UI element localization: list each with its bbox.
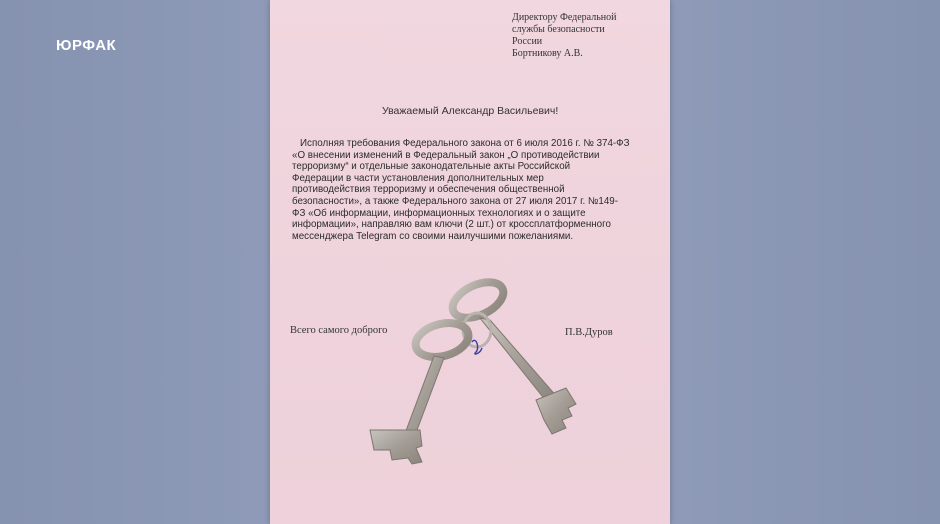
letter-paper <box>270 0 670 524</box>
body-line: информации», направляю вам ключи (2 шт.) от кроссплатформенного <box>292 219 611 231</box>
keys-illustration <box>330 270 630 500</box>
addressee-line: России <box>512 36 543 47</box>
channel-logo: ЮРФАК <box>56 37 117 54</box>
body-line: Исполняя требования Федерального закона от 6 июля 2016 г. № 374-ФЗ <box>300 138 630 149</box>
addressee-line: службы безопасности <box>512 24 605 35</box>
salutation: Уважаемый Александр Васильевич! <box>382 105 559 117</box>
closing-phrase: Всего самого доброго <box>290 325 388 336</box>
body-line: мессенджера Telegram со своими наилучшими пожеланиями. <box>292 230 574 242</box>
body-line: Федерации в части установления дополнительных мер <box>292 172 544 184</box>
addressee-line: Бортникову А.В. <box>512 48 583 59</box>
body-line: противодействия терроризму и обеспечения общественной <box>292 184 565 196</box>
signature-name: П.В.Дуров <box>565 327 613 338</box>
body-line: «О внесении изменений в Федеральный закон „О противодействии <box>292 149 600 161</box>
letter-body <box>292 138 652 242</box>
left-key-icon <box>370 318 472 464</box>
right-key-icon <box>447 275 576 434</box>
body-line: безопасности», а также Федерального закона от 27 июля 2017 г. №149- <box>292 195 619 207</box>
body-line: ФЗ «Об информации, информационных технологиях и о защите <box>292 207 586 219</box>
addressee-block <box>512 12 662 60</box>
addressee-line: Директору Федеральной <box>512 12 617 23</box>
body-line: терроризму“ и отдельные законодательные акты Российской <box>292 161 571 173</box>
